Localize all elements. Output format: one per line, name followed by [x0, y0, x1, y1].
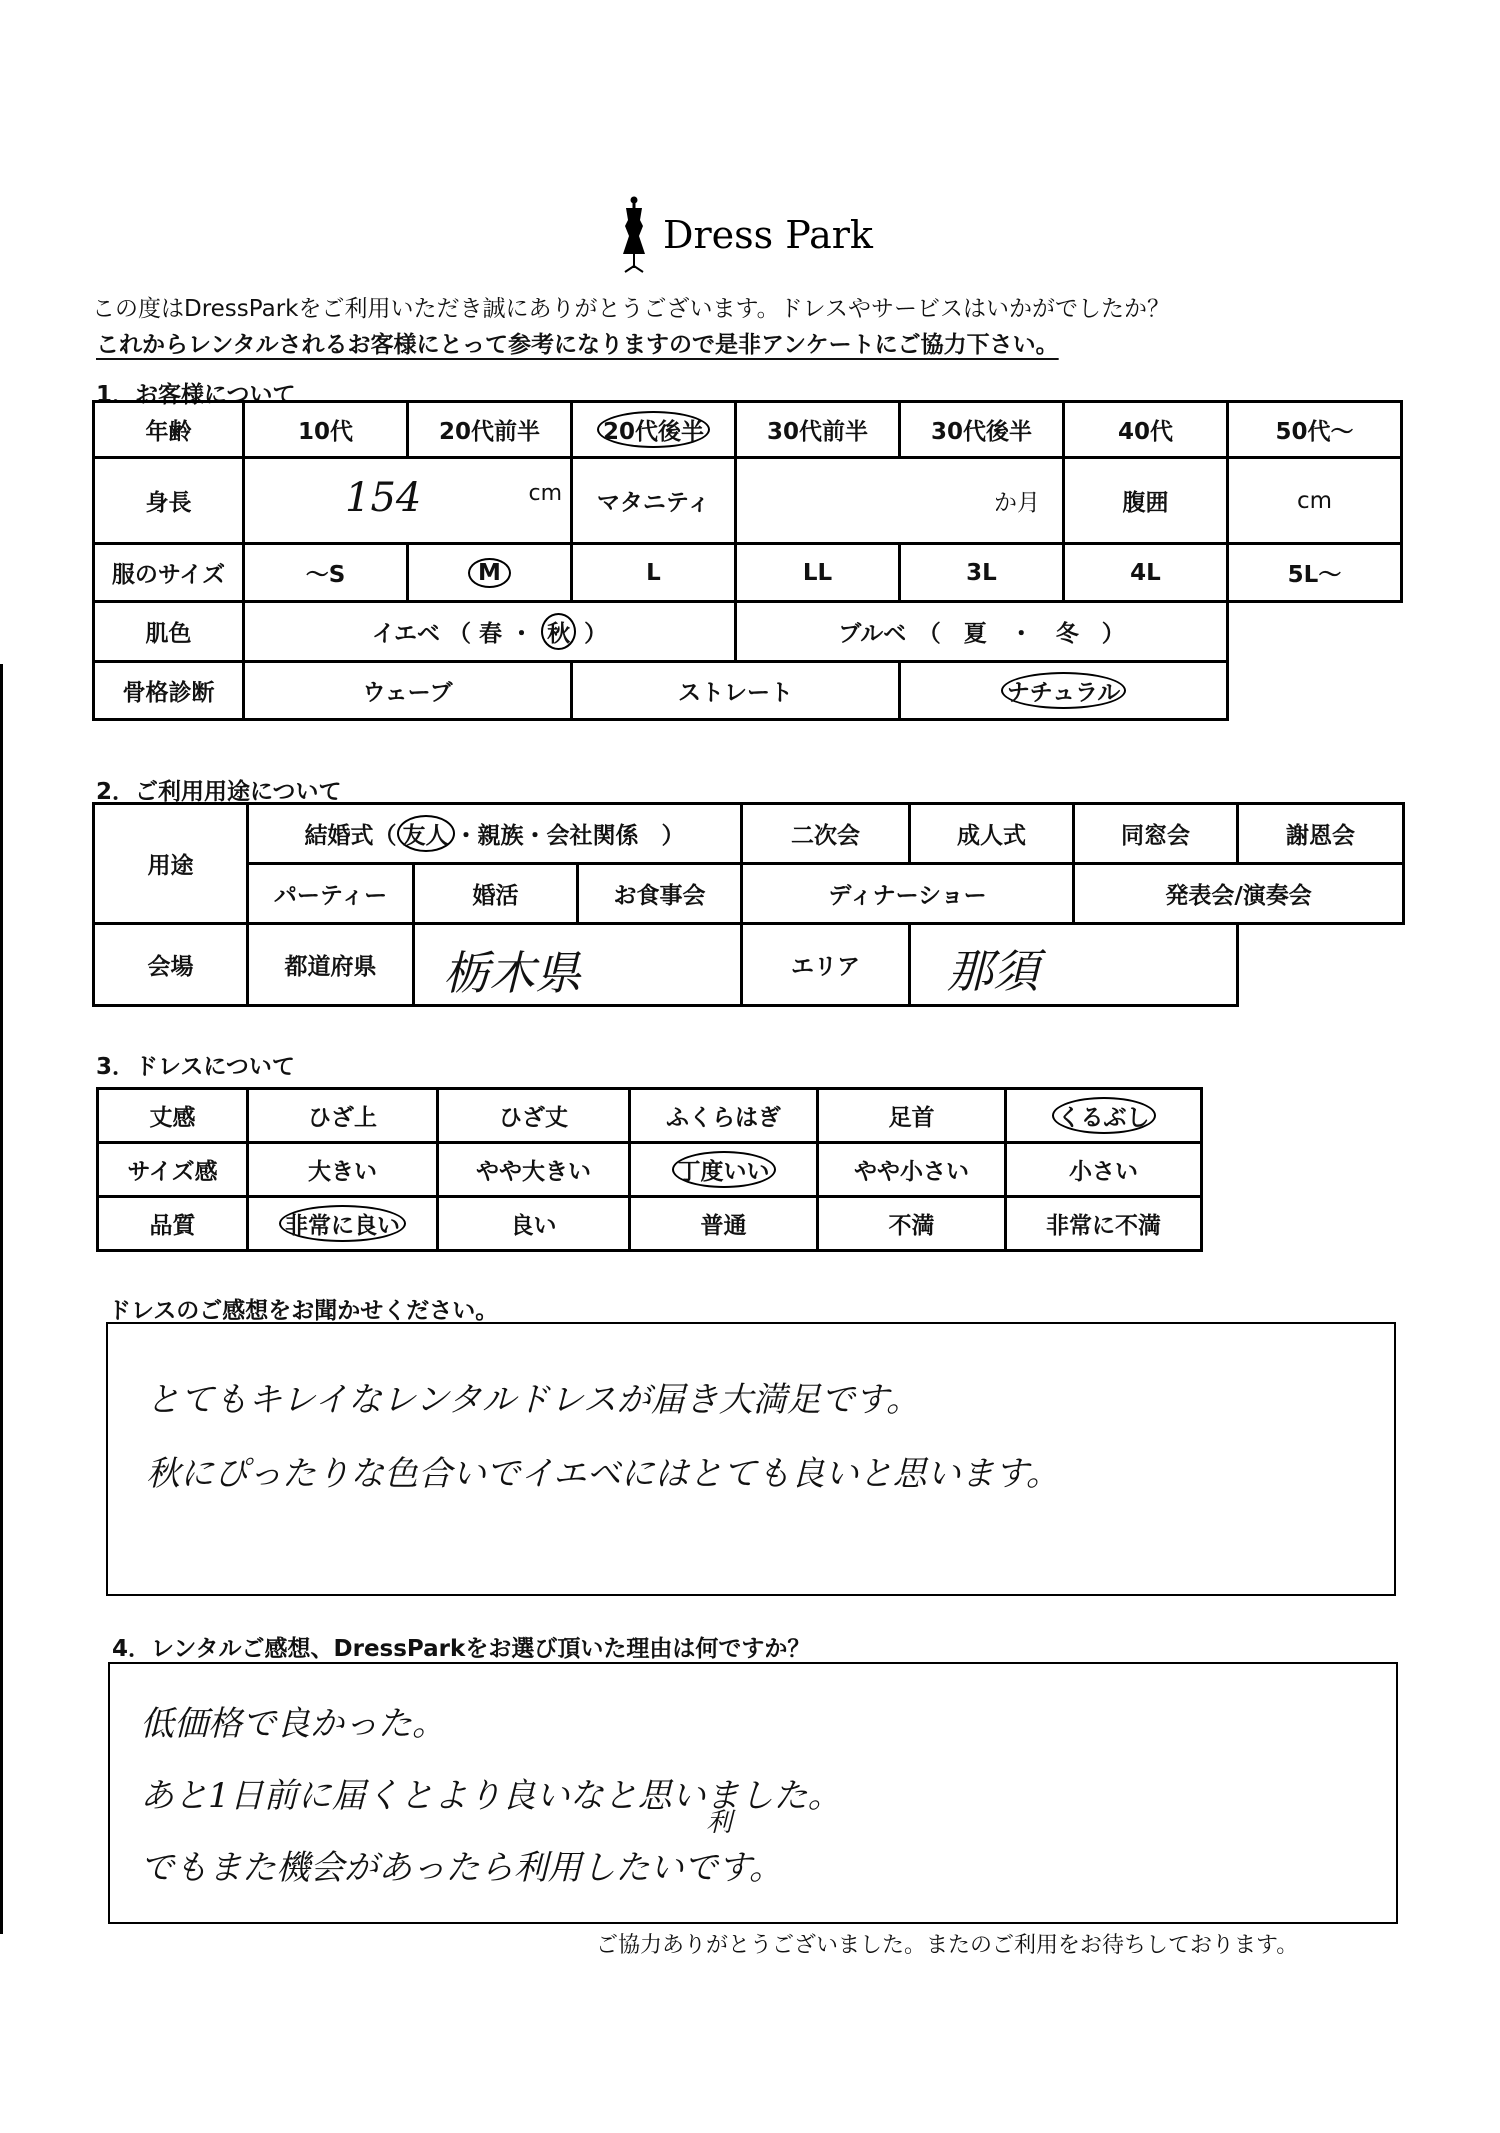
maternity-label: マタニティ: [572, 458, 736, 544]
length-option[interactable]: 足首: [818, 1089, 1006, 1143]
usage-option[interactable]: 成人式: [910, 804, 1074, 864]
usage-option[interactable]: 婚活: [414, 864, 578, 924]
age-option-selected[interactable]: [572, 402, 736, 458]
length-option[interactable]: ふくらはぎ: [630, 1089, 818, 1143]
frame-option-selected[interactable]: [900, 662, 1228, 720]
selection-circle: くるぶし: [1052, 1097, 1156, 1134]
usage-option[interactable]: 二次会: [742, 804, 910, 864]
age-option[interactable]: 30代後半: [900, 402, 1064, 458]
age-option[interactable]: 50代～: [1228, 402, 1402, 458]
usage-option[interactable]: 謝恩会: [1238, 804, 1404, 864]
usage-option[interactable]: 同窓会: [1074, 804, 1238, 864]
age-label: 年齢: [94, 402, 244, 458]
wedding-rest: ・親族・会社関係 ）: [454, 823, 685, 849]
reason-correction: 利: [706, 1808, 733, 1838]
body-frame-label: 骨格診断: [94, 662, 244, 720]
impression-textbox[interactable]: [106, 1322, 1396, 1596]
waist-label: 腹囲: [1064, 458, 1228, 544]
reason-line: でもまた機会があったら利用したいです。: [140, 1848, 783, 1888]
selection-circle: M: [468, 558, 511, 588]
age-option[interactable]: 20代前半: [408, 402, 572, 458]
size-option-selected[interactable]: [408, 544, 572, 602]
empty-cell: [1228, 662, 1402, 720]
quality-option-selected[interactable]: [248, 1197, 438, 1251]
skin-yellow-close: ）: [584, 621, 608, 647]
section-1-title: 1．お客様について: [96, 382, 296, 408]
size-option[interactable]: LL: [736, 544, 900, 602]
fit-option[interactable]: やや小さい: [818, 1143, 1006, 1197]
intro-line-1: この度はDressParkをご利用いただき誠にありがとうございます。ドレスやサービスはいかがでしたか？: [92, 296, 1170, 322]
length-option[interactable]: ひざ丈: [438, 1089, 630, 1143]
usage-option[interactable]: 発表会/演奏会: [1074, 864, 1404, 924]
waist-field[interactable]: [1228, 458, 1402, 544]
fit-option[interactable]: 大きい: [248, 1143, 438, 1197]
maternity-field[interactable]: [736, 458, 1064, 544]
area-field[interactable]: [910, 924, 1238, 1006]
size-option[interactable]: L: [572, 544, 736, 602]
prefecture-value: 栃木県: [443, 946, 581, 1000]
dresspark-logo: [617, 196, 873, 274]
skin-yellow-open: （: [448, 621, 472, 647]
frame-option[interactable]: ウェーブ: [244, 662, 572, 720]
skin-season-autumn-selected: 秋: [541, 613, 576, 650]
clothing-size-label: 服のサイズ: [94, 544, 244, 602]
selection-circle: 20代後半: [597, 411, 710, 448]
frame-option[interactable]: ストレート: [572, 662, 900, 720]
quality-option[interactable]: 良い: [438, 1197, 630, 1251]
section-2-title: 2．ご利用用途について: [96, 779, 342, 805]
skin-season-spring: 春: [479, 621, 503, 647]
reason-line: 低価格で良かった。: [140, 1704, 446, 1744]
age-option[interactable]: 40代: [1064, 402, 1228, 458]
prefecture-label: 都道府県: [248, 924, 414, 1006]
section-4-title: 4．レンタルご感想、DressParkをお選び頂いた理由は何ですか？: [112, 1636, 811, 1662]
age-option[interactable]: 30代前半: [736, 402, 900, 458]
reason-line: あと1日前に届くとより良いなと思いました。: [140, 1776, 842, 1816]
intro-line-2: これからレンタルされるお客様にとって参考になりますので是非アンケートにご協力下さい。: [96, 332, 1059, 358]
quality-option[interactable]: 不満: [818, 1197, 1006, 1251]
footer-thanks: ご協力ありがとうございました。またのご利用をお待ちしております。: [596, 1933, 1299, 1958]
empty-cell: [1228, 602, 1402, 662]
area-label: エリア: [742, 924, 910, 1006]
wedding-option[interactable]: [248, 804, 742, 864]
skin-blue-option[interactable]: ブルベ （ 夏 ・ 冬 ）: [736, 602, 1228, 662]
skin-separator: ・: [510, 621, 534, 647]
skin-tone-label: 肌色: [94, 602, 244, 662]
size-option[interactable]: 5L～: [1228, 544, 1402, 602]
quality-label: 品質: [98, 1197, 248, 1251]
skin-yellow-name: イエベ: [371, 621, 440, 647]
dress-mannequin-icon: [617, 196, 651, 274]
empty-cell: [1238, 924, 1404, 1006]
prefecture-field[interactable]: [414, 924, 742, 1006]
maternity-unit: か月: [994, 490, 1040, 516]
size-option[interactable]: 4L: [1064, 544, 1228, 602]
height-unit: cm: [528, 481, 562, 506]
fit-option-selected[interactable]: [630, 1143, 818, 1197]
wedding-friend-selected: 友人: [397, 815, 455, 852]
brand-name: Dress Park: [663, 213, 873, 257]
length-option-selected[interactable]: [1006, 1089, 1202, 1143]
skin-yellow-option[interactable]: [244, 602, 736, 662]
age-option[interactable]: 10代: [244, 402, 408, 458]
selection-circle: 非常に良い: [279, 1205, 406, 1242]
venue-label: 会場: [94, 924, 248, 1006]
wedding-prefix: 結婚式（: [304, 823, 397, 849]
impression-line: 秋にぴったりな色合いでイエベにはとても良いと思います。: [146, 1454, 1060, 1494]
section-3-title: 3．ドレスについて: [96, 1054, 295, 1080]
size-option[interactable]: 3L: [900, 544, 1064, 602]
height-value: 154: [345, 475, 422, 521]
usage-table: [92, 802, 1405, 1007]
size-option[interactable]: ～S: [244, 544, 408, 602]
height-field[interactable]: [244, 458, 572, 544]
fit-option[interactable]: 小さい: [1006, 1143, 1202, 1197]
length-option[interactable]: ひざ上: [248, 1089, 438, 1143]
dress-table: [96, 1087, 1203, 1252]
customer-info-table: [92, 400, 1403, 721]
usage-label: 用途: [94, 804, 248, 924]
impression-title: ドレスのご感想をお聞かせください。: [108, 1298, 499, 1324]
usage-option[interactable]: パーティー: [248, 864, 414, 924]
length-label: 丈感: [98, 1089, 248, 1143]
usage-option[interactable]: ディナーショー: [742, 864, 1074, 924]
selection-circle: ナチュラル: [1001, 672, 1127, 709]
area-value: 那須: [947, 944, 1040, 998]
quality-option[interactable]: 非常に不満: [1006, 1197, 1202, 1251]
quality-option[interactable]: 普通: [630, 1197, 818, 1251]
scan-edge-mark: [0, 664, 3, 1934]
fit-label: サイズ感: [98, 1143, 248, 1197]
usage-option[interactable]: お食事会: [578, 864, 742, 924]
reason-textbox[interactable]: [108, 1662, 1398, 1924]
waist-unit: cm: [1296, 487, 1333, 514]
fit-option[interactable]: やや大きい: [438, 1143, 630, 1197]
impression-line: とてもキレイなレンタルドレスが届き大満足です。: [146, 1380, 921, 1420]
selection-circle: 丁度いい: [672, 1151, 776, 1188]
height-label: 身長: [94, 458, 244, 544]
